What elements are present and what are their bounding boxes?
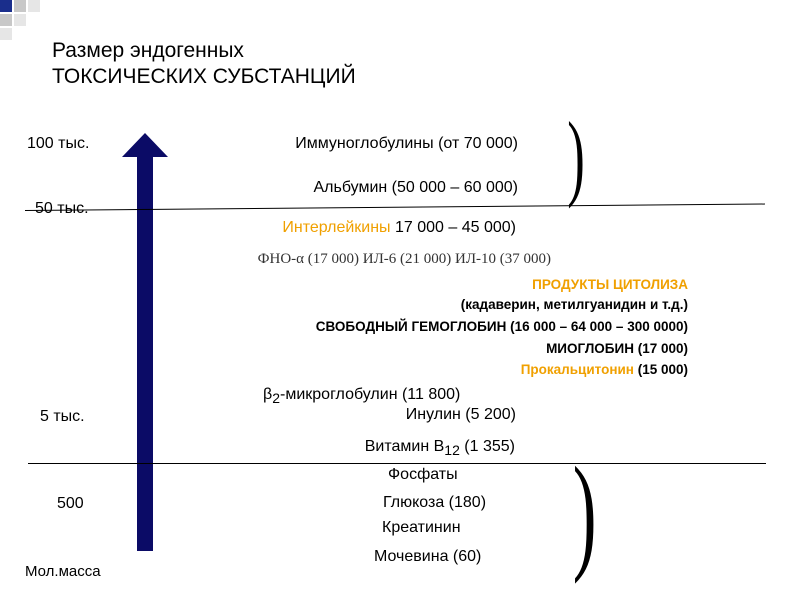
item-myoglobin: МИОГЛОБИН (17 000) xyxy=(546,341,688,356)
interleukins-range: 17 000 – 45 000) xyxy=(390,219,516,236)
item-creatinine: Креатинин xyxy=(382,519,461,536)
axis-tick-5k: 5 тыс. xyxy=(40,408,85,425)
b2-rest: -микроглобулин (11 800) xyxy=(280,386,461,403)
vitb12-main: Витамин В xyxy=(364,438,445,455)
b2-subscript: 2 xyxy=(272,390,280,407)
item-procalcitonin xyxy=(521,362,688,377)
axis-tick-100k: 100 тыс. xyxy=(27,135,90,152)
item-beta2-microglobulin xyxy=(263,386,460,406)
right-brace-bottom: ) xyxy=(572,441,597,585)
item-albumin: Альбумин (50 000 – 60 000) xyxy=(313,179,518,196)
axis-tick-50k: 50 тыс. xyxy=(35,200,89,217)
b2-beta: β xyxy=(263,386,273,403)
item-immunoglobulins: Иммуноглобулины (от 70 000) xyxy=(295,135,518,152)
corner-decoration xyxy=(0,0,60,50)
interleukins-name: Интерлейкины xyxy=(282,219,391,236)
right-brace-top: ) xyxy=(567,102,585,209)
procalcitonin-name: Прокальцитонин xyxy=(520,362,634,377)
item-vitamin-b12 xyxy=(365,438,515,458)
title-line-1: Размер эндогенных xyxy=(52,39,244,62)
title-line-2: ТОКСИЧЕСКИХ СУБСТАНЦИЙ xyxy=(52,65,356,88)
item-cytolysis-products: ПРОДУКТЫ ЦИТОЛИЗА xyxy=(532,277,688,292)
vitb12-subscript: 12 xyxy=(444,442,460,459)
vitb12-value: (1 355) xyxy=(459,438,515,455)
molecular-mass-arrow xyxy=(122,133,168,551)
divider-500 xyxy=(28,463,766,464)
axis-label: Мол.масса xyxy=(25,563,101,580)
item-urea: Мочевина (60) xyxy=(374,548,482,565)
procalcitonin-value: (15 000) xyxy=(633,362,688,377)
item-free-hemoglobin: СВОБОДНЫЙ ГЕМОГЛОБИН (16 000 – 64 000 – 300 0000) xyxy=(315,319,688,334)
axis-tick-500: 500 xyxy=(57,495,84,512)
item-glucose: Глюкоза (180) xyxy=(383,494,487,511)
item-cytokines: ФНО-α (17 000) ИЛ-6 (21 000) ИЛ-10 (37 000) xyxy=(257,251,551,267)
item-cytolysis-detail: (кадаверин, метилгуанидин и т.д.) xyxy=(460,297,688,312)
item-phosphates: Фосфаты xyxy=(388,466,458,483)
item-interleukins xyxy=(282,219,516,237)
page-title xyxy=(52,38,356,90)
item-inulin: Инулин (5 200) xyxy=(405,406,516,423)
